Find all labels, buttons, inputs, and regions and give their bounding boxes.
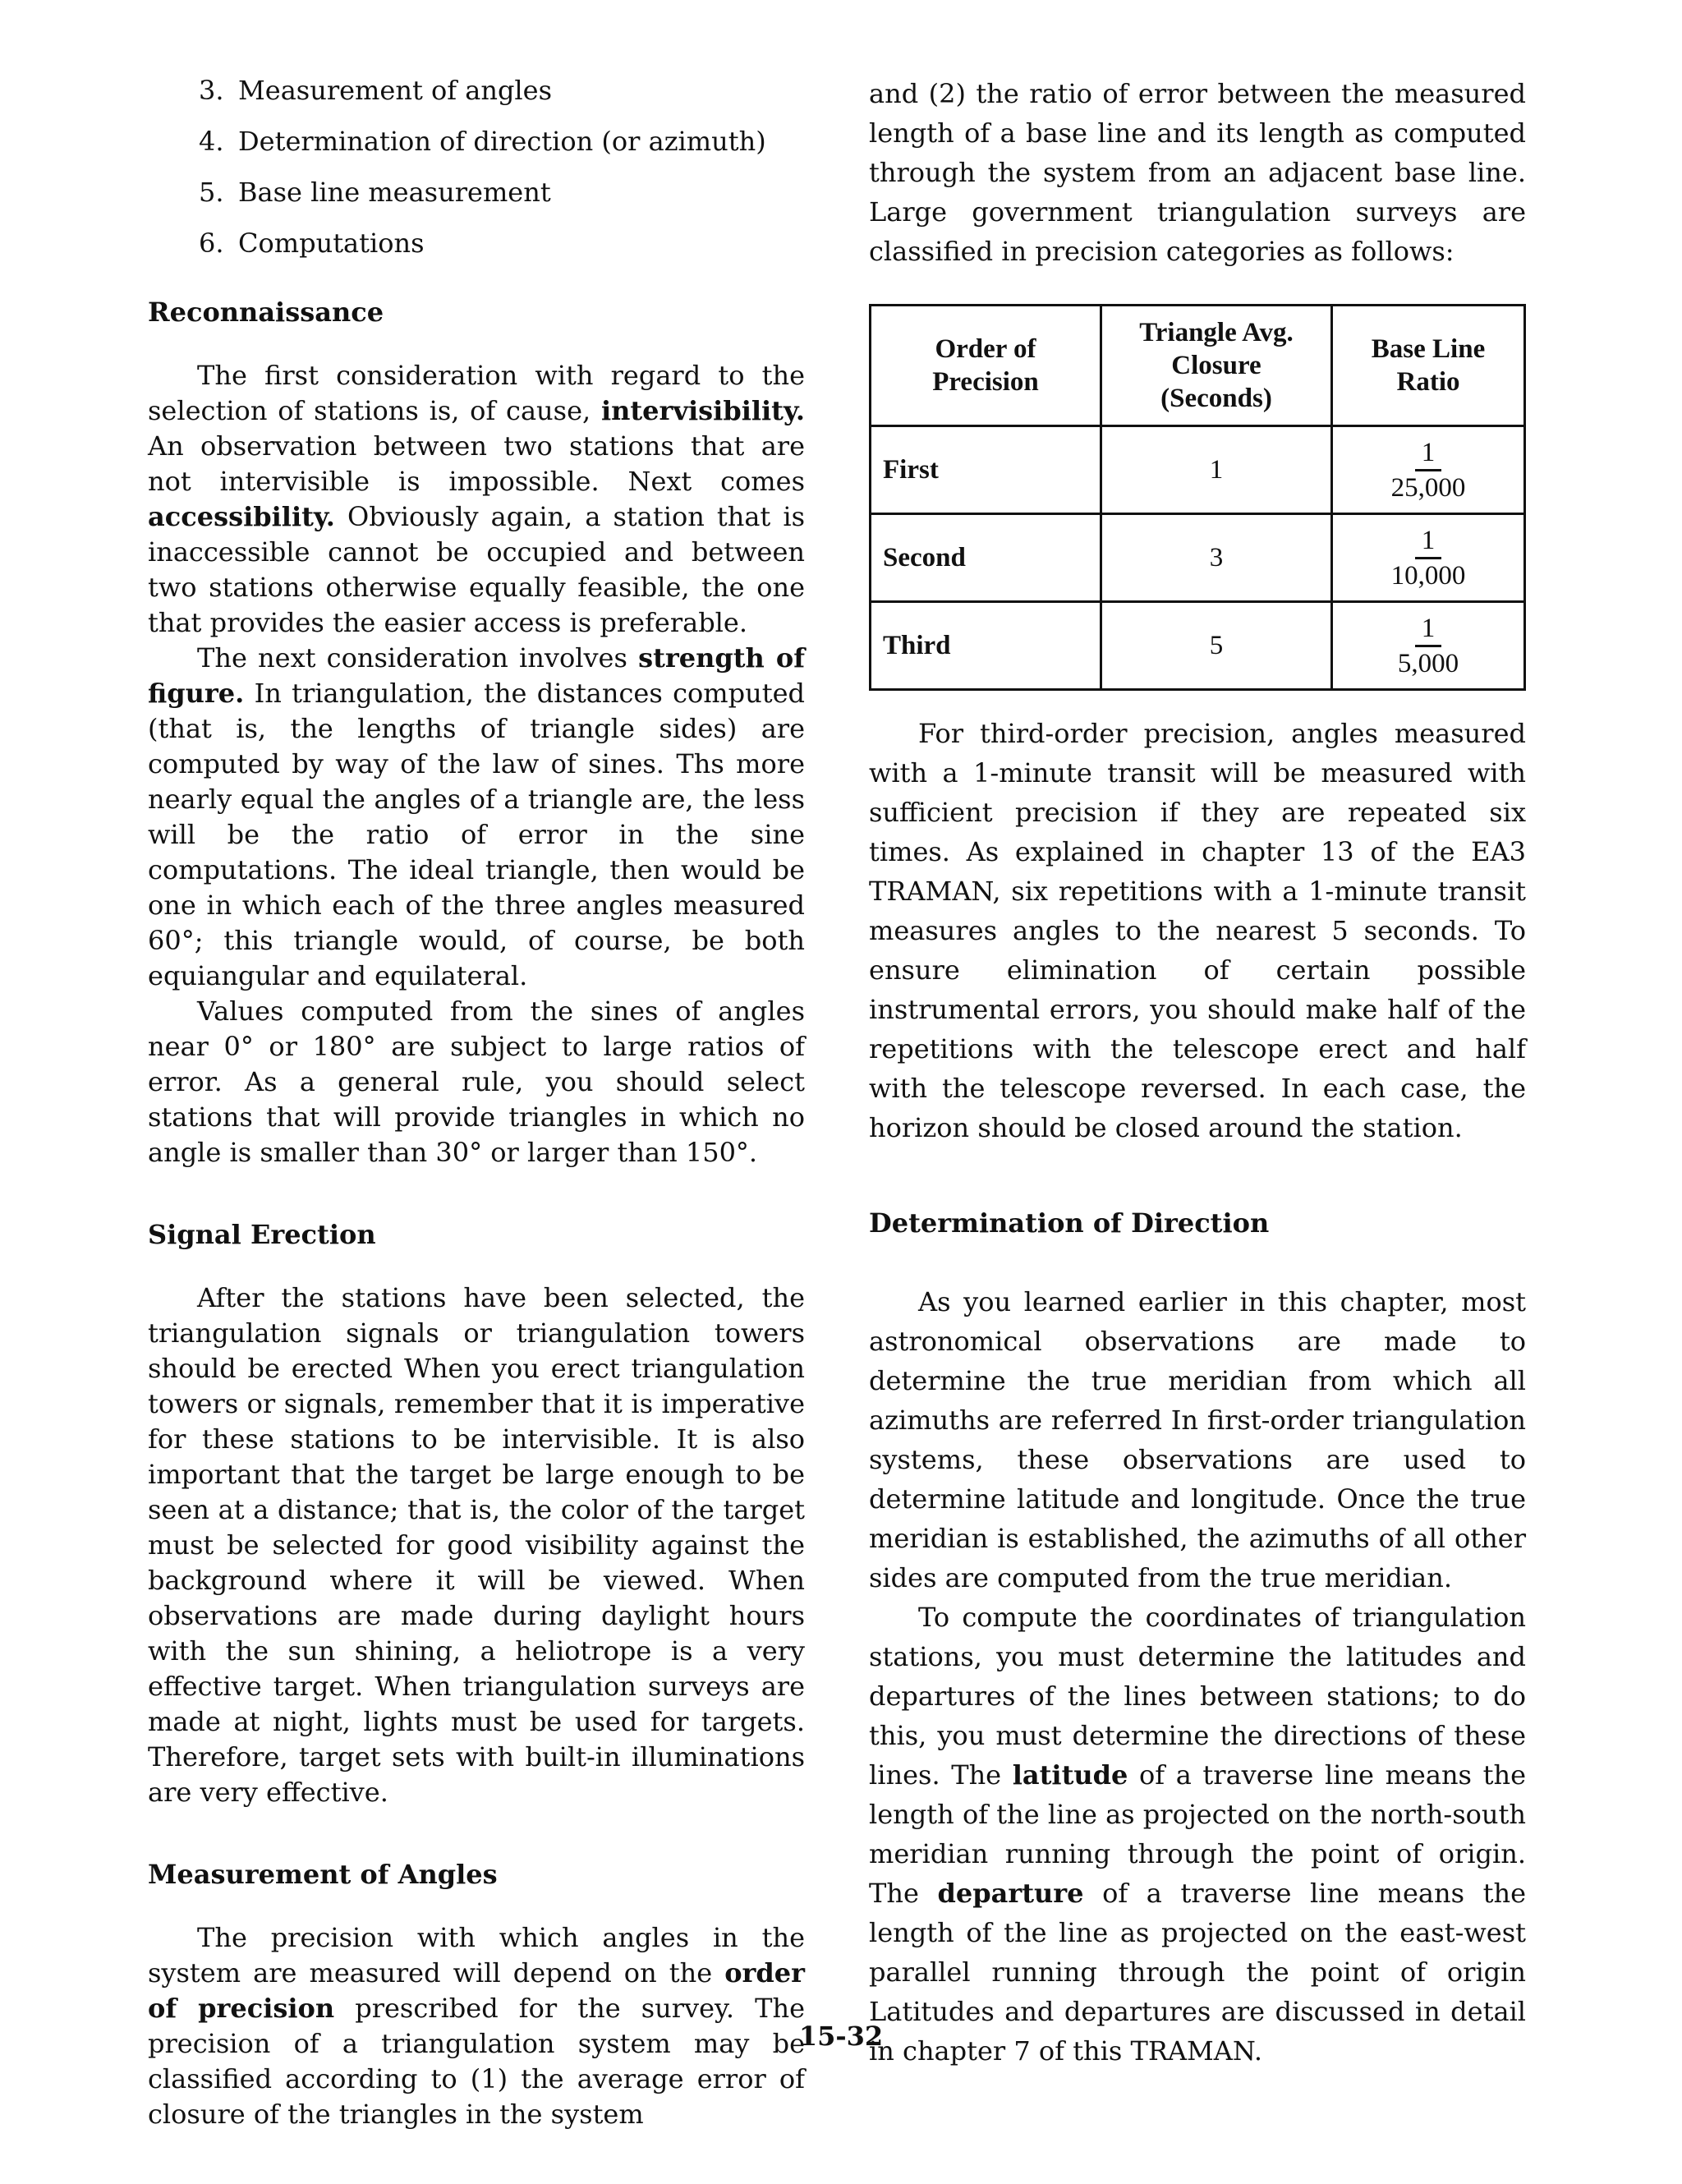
measurement-of-angles-heading: Measurement of Angles	[148, 1859, 498, 1890]
right-column	[869, 74, 1526, 2071]
reconnaissance-paragraph-3: Values computed from the sines of angles near 0° or 180° are subject to large ratios of error. As a general rule, you should select stations that will provide triangles in which no angle is smaller than 30° or larger than 150°.	[148, 995, 805, 1168]
table-row: First 1 $\frac{1}{25,000}$	[871, 426, 1525, 514]
header-ratio: Base Line Ratio	[1332, 306, 1525, 426]
topic-list	[148, 74, 805, 278]
list-item: 3. Measurement of angles	[199, 75, 553, 106]
list-item: 6. Computations	[199, 228, 425, 259]
ratio-fraction: $\frac{1}{10,000}$	[1390, 525, 1466, 591]
signal-erection-paragraph: After the stations have been selected, the triangulation signals or triangulation towers should be erected When you erect triangulation towers or signals, remember that it is imperative for these stations to be intervisible. It is also important that the target be large enough to be seen at a distance; that is, the color of the target must be selected for good visibility against the background where it will be viewed. When observations are made during daylight hours with the sun shining, a heliotrope is a very effective target. When triangulation surveys are made at night, lights must be used for targets. Therefore, target sets with built-in illuminations are very effective.	[148, 1282, 805, 1808]
list-item: 4. Determination of direction (or azimuth)	[199, 126, 766, 157]
precision-table	[869, 304, 1526, 691]
ratio-fraction: $\frac{1}{5,000}$	[1397, 613, 1459, 678]
page-number: 15-32	[798, 2021, 884, 2052]
header-closure: Triangle Avg. Closure (Seconds)	[1101, 306, 1332, 426]
table-row: Second 3 $\frac{1}{10,000}$	[871, 514, 1525, 602]
reconnaissance-heading: Reconnaissance	[148, 297, 384, 328]
third-order-paragraph: For third-order precision, angles measured with a 1-minute transit will be measured with sufficient precision if they are repeated six times. As explained in chapter 13 of the EA3 TRAMAN, six repetitions with a 1-minute transit measures angles to the nearest 5 seconds. To ensure elimination of certain possible instrumental errors, you should make half of the repetitions with the telescope erect and half with the telescope reversed. In each case, the horizon should be closed around the station.	[869, 718, 1526, 1143]
direction-paragraph-1: As you learned earlier in this chapter, most astronomical observations are made to determine the true meridian from which all azimuths are referred In first-order triangulation systems, these observations are used to determine latitude and longitude. Once the true meridian is established, the azimuths of all other sides are computed from the true meridian.	[869, 1286, 1526, 1593]
measurement-of-angles-paragraph: The precision with which angles in the system are measured will depend on the order of precision prescribed for the survey. The precision of a triangulation system may be classified according to (1) the average error of closure of the triangles in the system	[148, 1922, 806, 2130]
signal-erection-heading: Signal Erection	[148, 1219, 376, 1250]
header-order: Order of Precision	[871, 306, 1101, 426]
determination-of-direction-heading: Determination of Direction	[869, 1207, 1270, 1239]
continued-paragraph: and (2) the ratio of error between the measured length of a base line and its length as computed through the system from an adjacent base line. Large government triangulation surveys are classified in precision categories as follows:	[869, 78, 1526, 267]
table-header-row	[871, 306, 1525, 426]
ratio-fraction: $\frac{1}{25,000}$	[1390, 437, 1466, 503]
reconnaissance-paragraph-1: The first consideration with regard to the selection of stations is, of cause, intervisibility. An observation between two stations that are not intervisible is impossible. Next comes accessibility. Obviously again, a station that is inaccessible cannot be occupied and between two stations otherwise equally feasible, the one that provides the easier access is preferable.	[148, 360, 805, 638]
left-column	[148, 74, 805, 2132]
list-item: 5. Base line measurement	[199, 177, 551, 208]
direction-paragraph-2: To compute the coordinates of triangulation stations, you must determine the latitudes and departures of the lines between stations; to do this, you must determine the directions of these lines. The latitude of a traverse line means the length of the line as projected on the north-south meridian running through the point of origin. The departure of a traverse line means the length of the line as projected on the east-west parallel running through the point of origin Latitudes and departures are discussed in detail in chapter 7 of this TRAMAN.	[869, 1602, 1527, 2067]
table-row: Third 5 $\frac{1}{5,000}$	[871, 602, 1525, 690]
reconnaissance-paragraph-2: The next consideration involves strength of figure. In triangulation, the distances computed (that is, the lengths of triangle sides) are computed by way of the law of sines. Ths more nearly equal the angles of a triangle are, the less will be the ratio of error in the sine computations. The ideal triangle, then would be one in which each of the three angles measured 60°; this triangle would, of course, be both equiangular and equilateral.	[148, 642, 806, 991]
